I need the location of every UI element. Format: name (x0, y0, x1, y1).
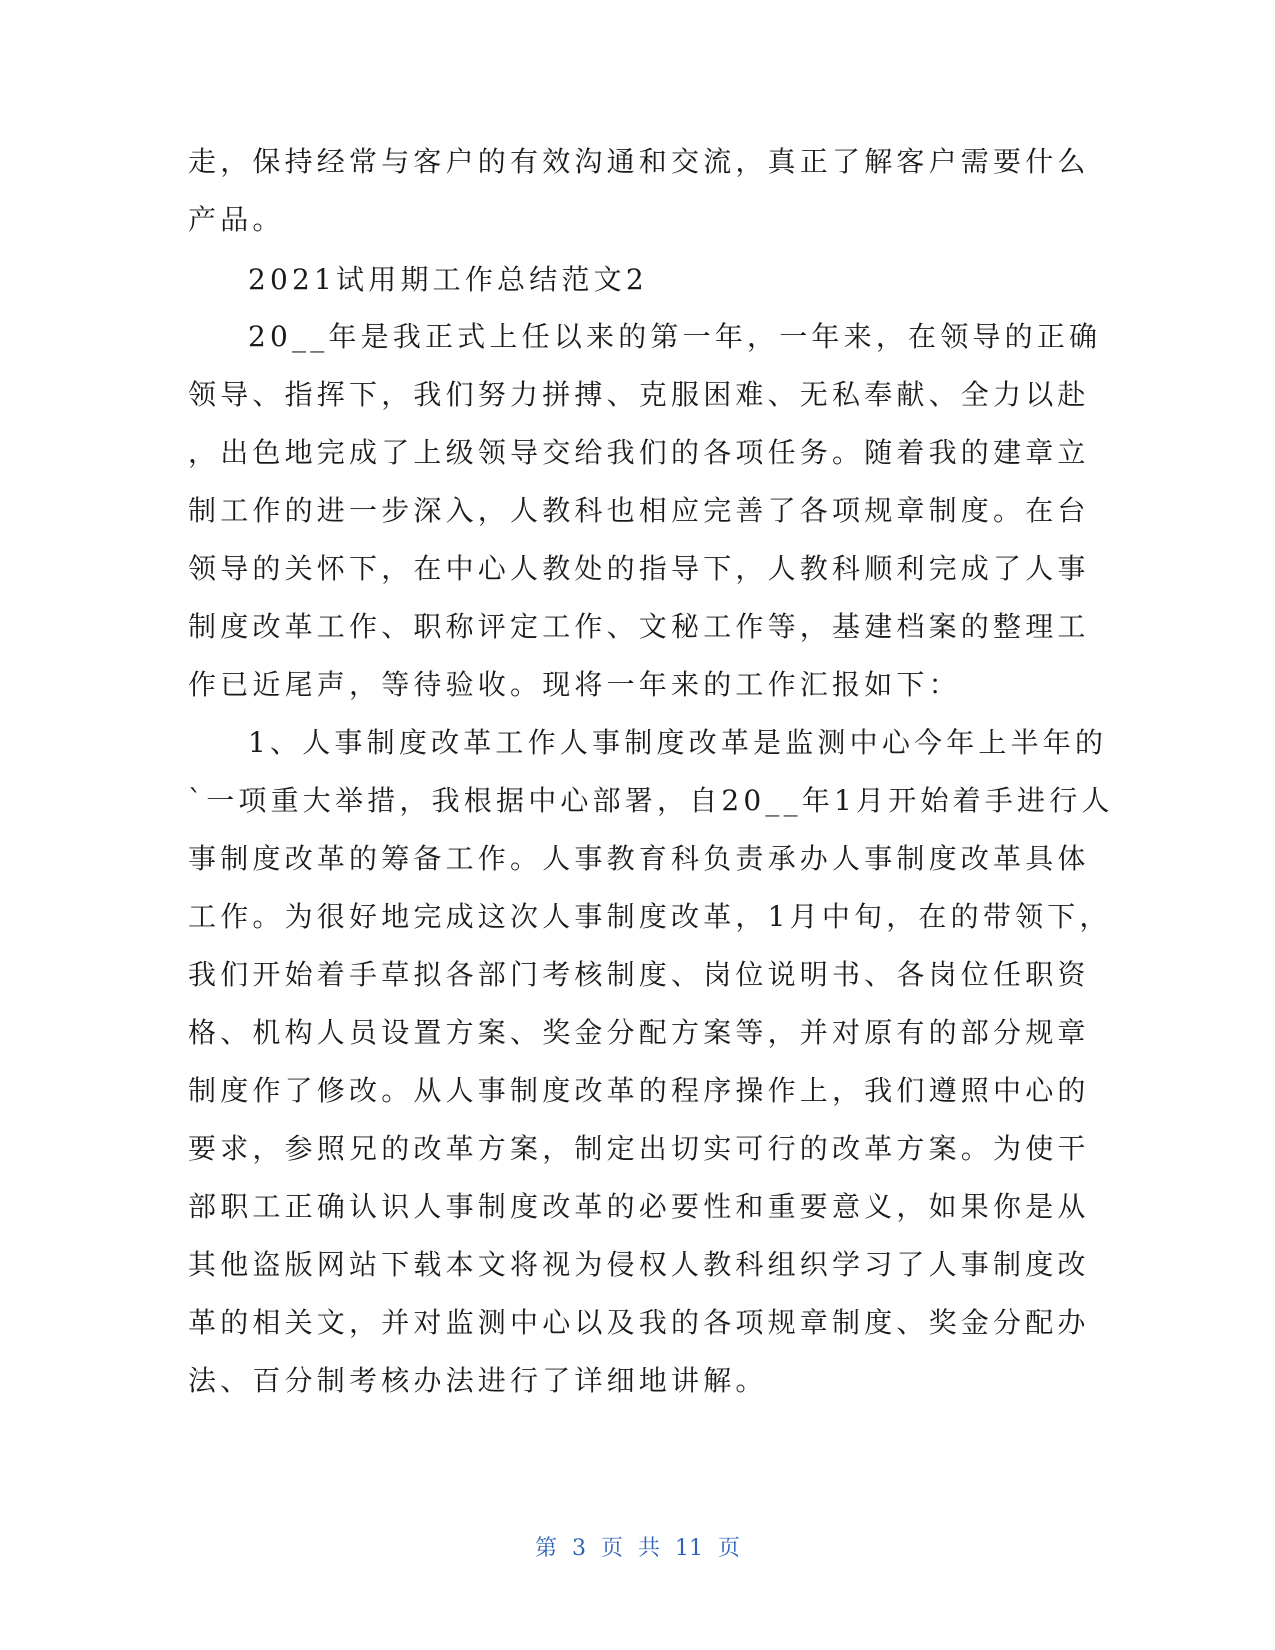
text-line: 产品。 (188, 203, 285, 236)
text-line: 20__年是我正式上任以来的第一年，一年来，在领导的正确 (248, 320, 1102, 353)
text-line: 制度作了修改。从人事制度改革的程序操作上，我们遵照中心的 (188, 1074, 1090, 1107)
text-line: 我们开始着手草拟各部门考核制度、岗位说明书、各岗位任职资 (188, 958, 1090, 991)
text-line: 走，保持经常与客户的有效沟通和交流，真正了解客户需要什么 (188, 145, 1090, 178)
text-line: 1、人事制度改革工作人事制度改革是监测中心今年上半年的 (248, 726, 1108, 759)
footer-total-word: 共 (638, 1536, 661, 1561)
footer-total-pages: 11 (675, 1536, 704, 1561)
text-line: 作已近尾声，等待验收。现将一年来的工作汇报如下： (188, 668, 961, 701)
text-line: 革的相关文，并对监测中心以及我的各项规章制度、奖金分配办 (188, 1306, 1090, 1339)
text-line: 制工作的进一步深入，人教科也相应完善了各项规章制度。在台 (188, 494, 1090, 527)
footer-suffix: 页 (718, 1536, 741, 1561)
text-line: 部职工正确认识人事制度改革的必要性和重要意义，如果你是从 (188, 1190, 1090, 1223)
footer-current-page: 3 (571, 1536, 586, 1561)
text-line: 领导、指挥下，我们努力拼搏、克服困难、无私奉献、全力以赴 (188, 378, 1090, 411)
footer-page-word: 页 (600, 1536, 623, 1561)
text-line: 领导的关怀下，在中心人教处的指导下，人教科顺利完成了人事 (188, 552, 1090, 585)
text-line: `一项重大举措，我根据中心部署，自20__年1月开始着手进行人 (188, 784, 1114, 817)
text-line: 事制度改革的筹备工作。人事教育科负责承办人事制度改革具体 (188, 842, 1090, 875)
text-line: 工作。为很好地完成这次人事制度改革，1月中旬，在的带领下， (188, 900, 1112, 933)
page-number-footer (0, 1535, 1275, 1563)
text-line: 要求，参照兄的改革方案，制定出切实可行的改革方案。为使干 (188, 1132, 1090, 1165)
footer-prefix: 第 (534, 1536, 557, 1561)
text-line: 制度改革工作、职称评定工作、文秘工作等，基建档案的整理工 (188, 610, 1090, 643)
text-line: 其他盗版网站下载本文将视为侵权人教科组织学习了人事制度改 (188, 1248, 1090, 1281)
section-heading: 2021试用期工作总结范文2 (248, 263, 648, 296)
text-line: 法、百分制考核办法进行了详细地讲解。 (188, 1364, 768, 1397)
text-line: ，出色地完成了上级领导交给我们的各项任务。随着我的建章立 (188, 436, 1090, 469)
text-line: 格、机构人员设置方案、奖金分配方案等，并对原有的部分规章 (188, 1016, 1090, 1049)
